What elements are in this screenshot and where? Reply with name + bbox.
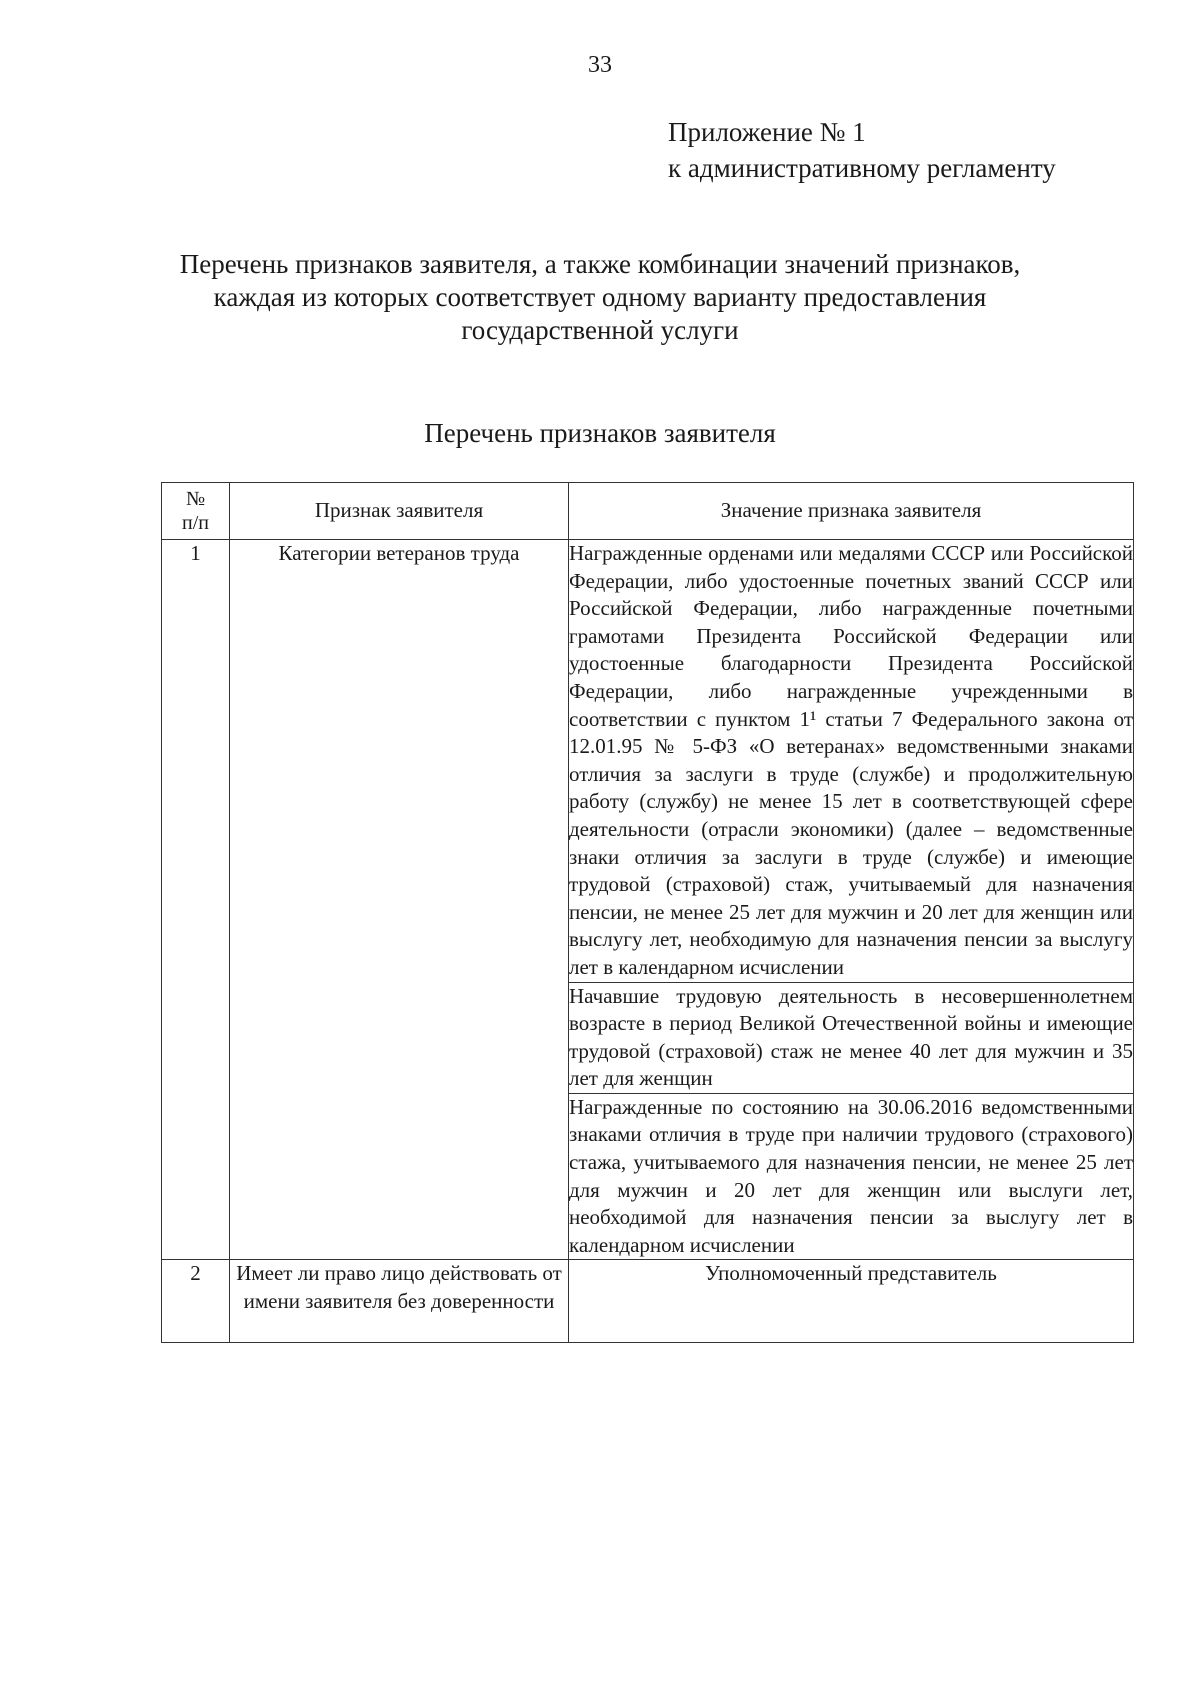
row-value: Награжденные орденами или медалями СССР или Российской Федерации, либо удостоенные почетных званий СССР или Российской Федерации, либо награжденные почетными грамотами Президента Российской Федерации или удостоенные благодарности Президента Российской Федерации, либо награжденные учрежденными в соответствии с пунктом 1¹ статьи 7 Федерального закона от 12.01.95 № 5-ФЗ «О ветеранах» ведомственными знаками отличия за заслуги в труде (службе) и продолжительную работу (службу) не менее 15 лет в соответствующей сфере деятельности (отрасли экономики) (далее – ведомственные знаки отличия за заслуги в труде (службе) и имеющие трудовой (страховой) стаж, учитываемый для назначения пенсии, не менее 25 лет для мужчин и 20 лет для женщин или выслугу лет, необходимую для назначения пенсии за выслугу лет в календарном исчислении [569,540,1134,983]
title-line-1: Перечень признаков заявителя, а также комбинации значений признаков, [179,249,1021,279]
row-number: 2 [162,1260,230,1343]
table-row [162,540,1134,983]
appendix-line-1: Приложение № 1 [668,117,866,147]
row-value: Начавшие трудовую деятельность в несовершеннолетнем возрасте в период Великой Отечественной войны и имеющие трудовой (страховой) стаж не менее 40 лет для мужчин и 35 лет для женщин [569,982,1134,1093]
attributes-table [161,482,1134,1343]
header-value: Значение признака заявителя [569,483,1134,540]
row-attribute: Категории ветеранов труда [230,540,569,1260]
row-attribute: Имеет ли право лицо действовать от имени заявителя без доверенности [230,1260,569,1343]
header-number-line-2: п/п [182,512,209,534]
section-title: Перечень признаков заявителя [424,418,776,448]
appendix-line-2: к административному регламенту [668,153,1056,183]
title-line-3: государственной услуги [461,315,739,345]
table-row [162,1260,1134,1343]
appendix-header [668,114,1056,186]
header-number-line-1: № [185,488,206,510]
row-value: Уполномоченный представитель [569,1260,1134,1343]
document-title [150,248,1050,347]
title-line-2: каждая из которых соответствует одному варианту предоставления [213,282,987,312]
table-header-row [162,483,1134,540]
header-number [162,483,230,540]
header-attribute: Признак заявителя [230,483,569,540]
row-number: 1 [162,540,230,1260]
row-value: Награжденные по состоянию на 30.06.2016 ведомственными знаками отличия в труде при наличии трудового (страхового) стажа, учитываемого для назначения пенсии, не менее 25 лет для мужчин и 20 лет для женщин или выслуги лет, необходимой для назначения пенсии за выслугу лет в календарном исчислении [569,1093,1134,1260]
page-number: 33 [588,52,612,78]
